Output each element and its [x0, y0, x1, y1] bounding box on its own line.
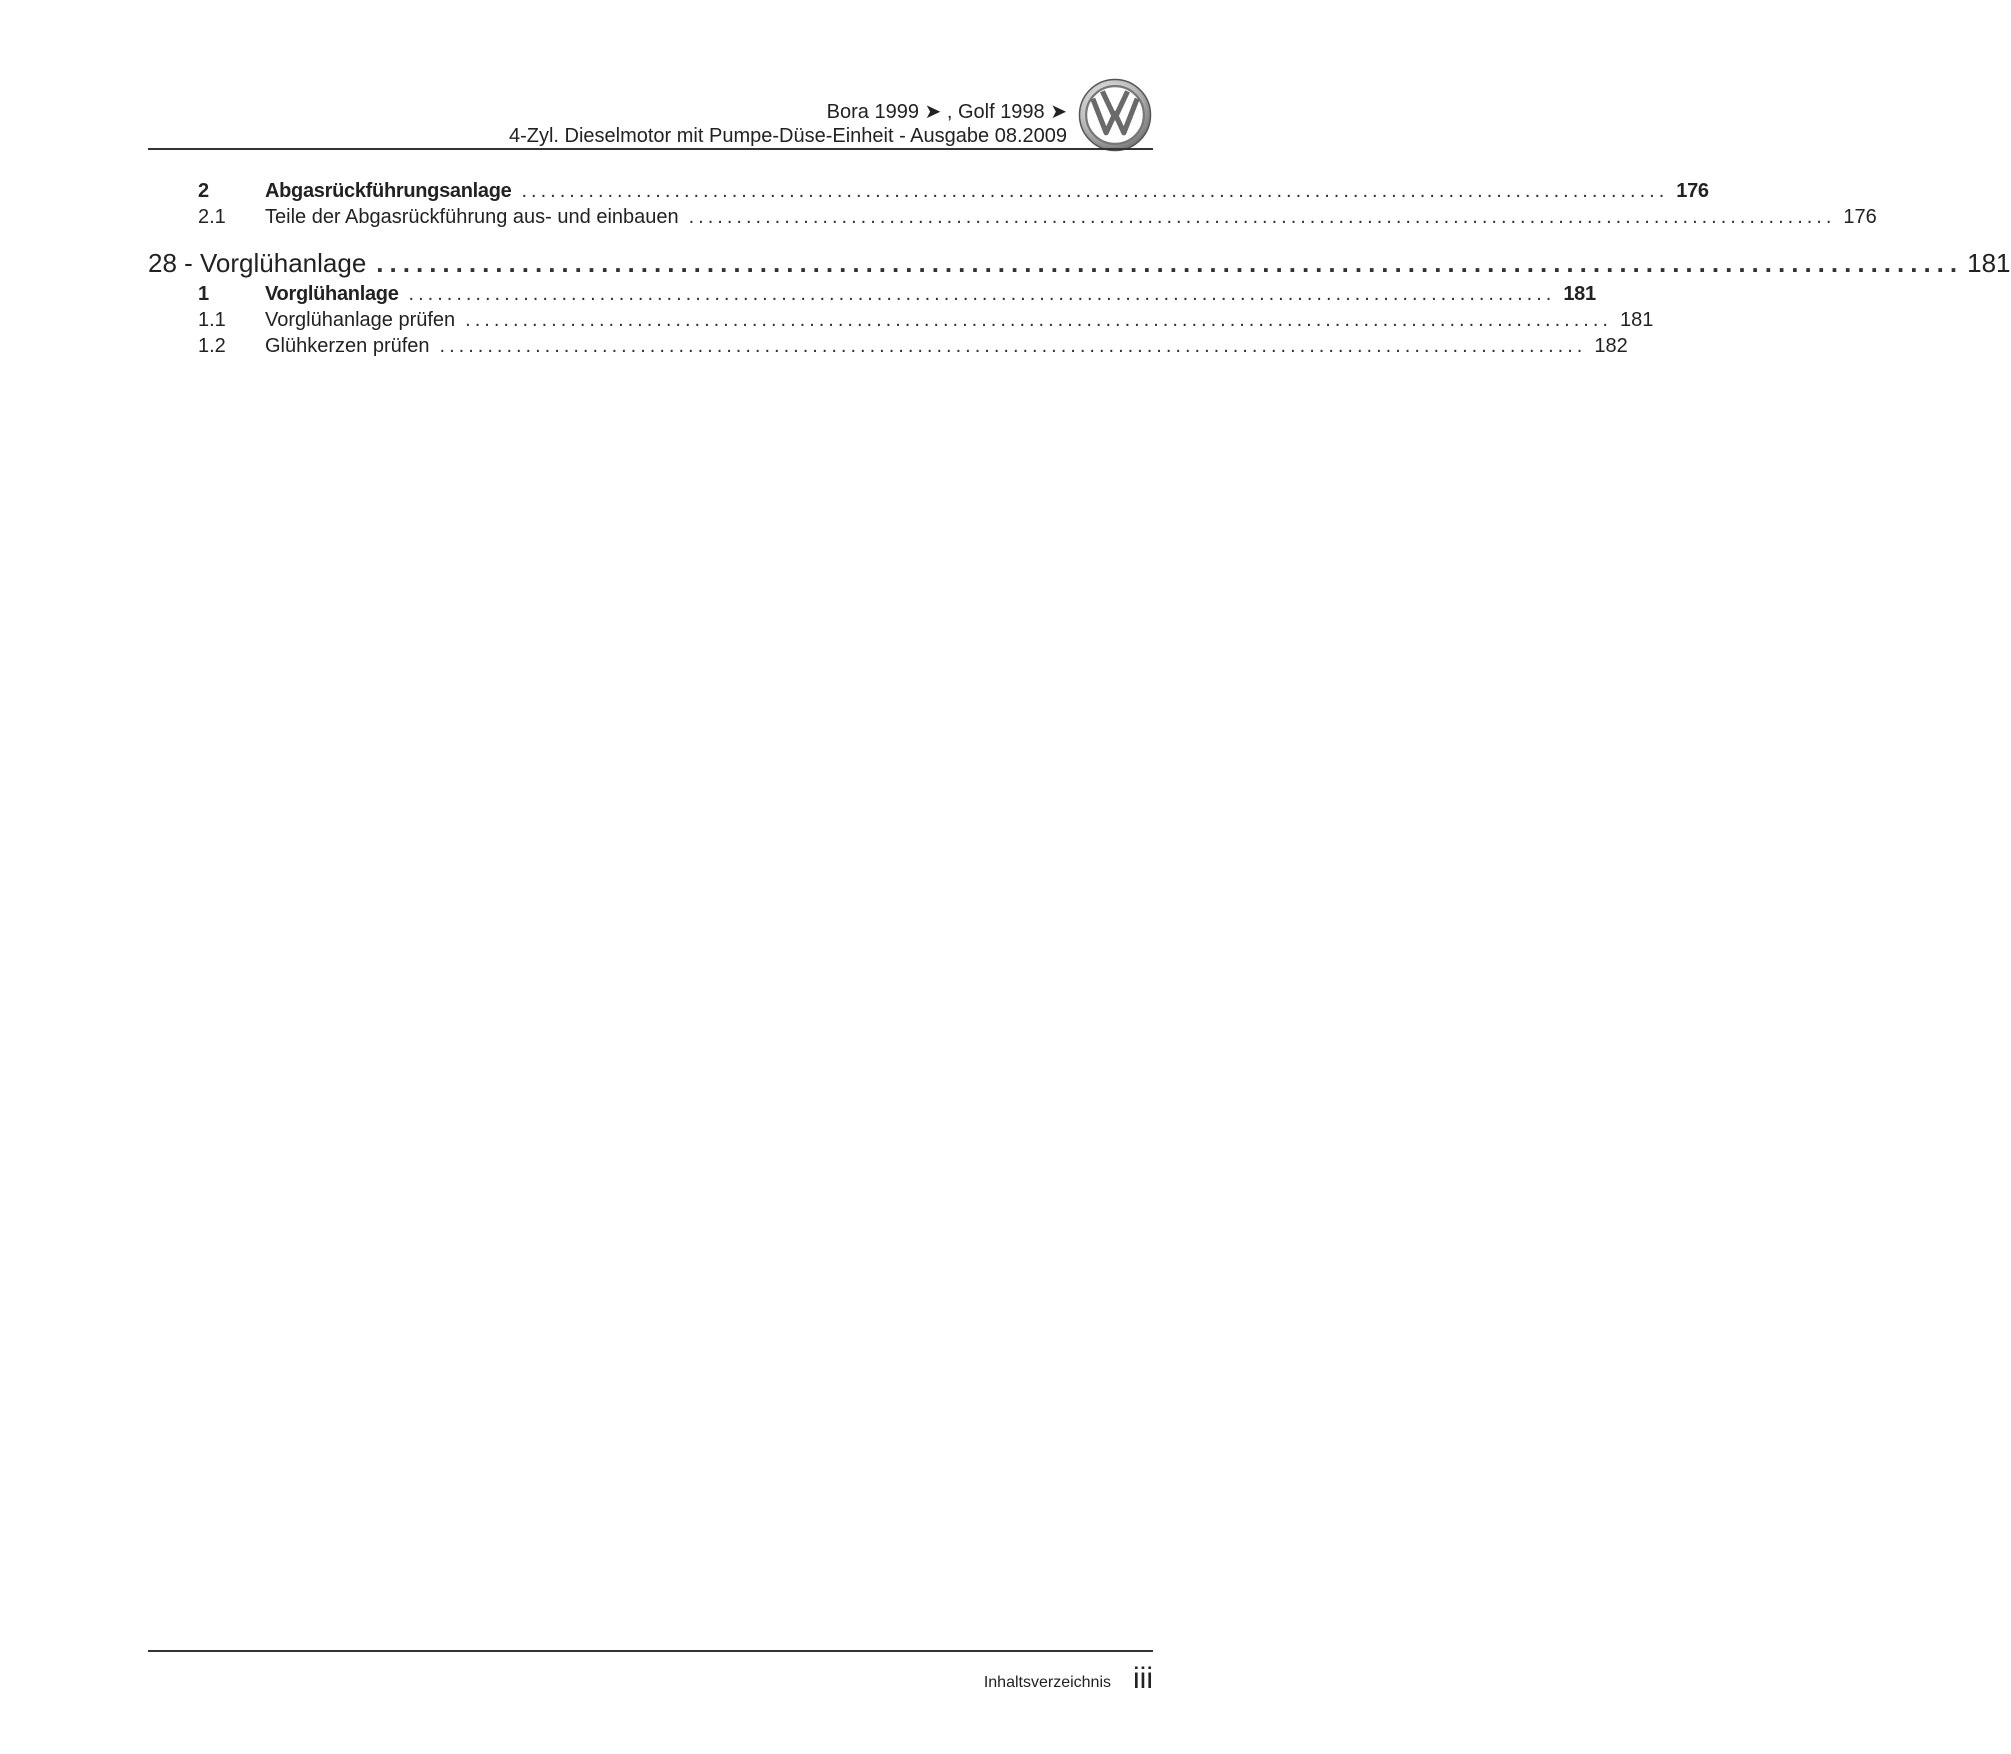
toc-entry-number: 1: [198, 283, 209, 305]
toc-entry-number: 1.1: [198, 309, 226, 331]
footer-rule: [148, 1650, 1153, 1652]
toc-chapter-page: 181: [1967, 248, 2011, 278]
vw-logo-icon: [1078, 78, 1152, 152]
toc-chapter[interactable]: [148, 248, 2011, 282]
toc-entry-page: 176: [1843, 206, 1877, 228]
toc-entry-title: Teile der Abgasrückführung aus- und einbauen: [265, 206, 679, 228]
toc-entry-number: 2: [198, 180, 209, 202]
toc-entry-page: 182: [1594, 335, 1628, 357]
toc-entry-title: Vorglühanlage: [265, 283, 399, 305]
toc-leader-dots: ........................................................................................................................: [408, 283, 1556, 305]
toc-entry-title: Vorglühanlage prüfen: [265, 309, 456, 331]
header-rule: [148, 148, 1153, 150]
toc-entry-number: 2.1: [198, 206, 226, 228]
toc-entry-title: Glühkerzen prüfen: [265, 335, 430, 357]
toc-entry-page: 181: [1563, 283, 1596, 305]
toc-entry[interactable]: [148, 335, 1628, 361]
toc-entry-page: 181: [1619, 309, 1654, 331]
toc-leader-dots: ........................................................................................................................: [521, 180, 1669, 202]
footer-section-label: Inhaltsverzeichnis: [983, 1674, 1111, 1691]
toc-leader-dots: ........................................................................................................................: [465, 309, 1612, 331]
toc-entry-page: 176: [1676, 180, 1709, 202]
toc-entry[interactable]: [148, 206, 1877, 232]
toc-entry[interactable]: [148, 309, 1654, 335]
toc-leader-dots: ........................................................................................................................: [688, 206, 1836, 228]
toc-leader-dots: ........................................................................................................................: [376, 248, 1964, 278]
toc-entry-title: Abgasrückführungsanlage: [265, 180, 512, 202]
toc-chapter-title: 28 - Vorglühanlage: [148, 248, 367, 278]
footer-page-number: iii: [1133, 1662, 1153, 1695]
header-engine-line: 4-Zyl. Dieselmotor mit Pumpe-Düse-Einheit - Ausgabe 08.2009: [508, 125, 1067, 147]
toc-entry-number: 1.2: [198, 335, 226, 357]
toc-leader-dots: ........................................................................................................................: [439, 335, 1587, 357]
toc-entry[interactable]: [148, 180, 1709, 206]
header-model-line: Bora 1999 ➤ , Golf 1998 ➤: [826, 101, 1067, 123]
toc-entry[interactable]: [148, 283, 1596, 309]
